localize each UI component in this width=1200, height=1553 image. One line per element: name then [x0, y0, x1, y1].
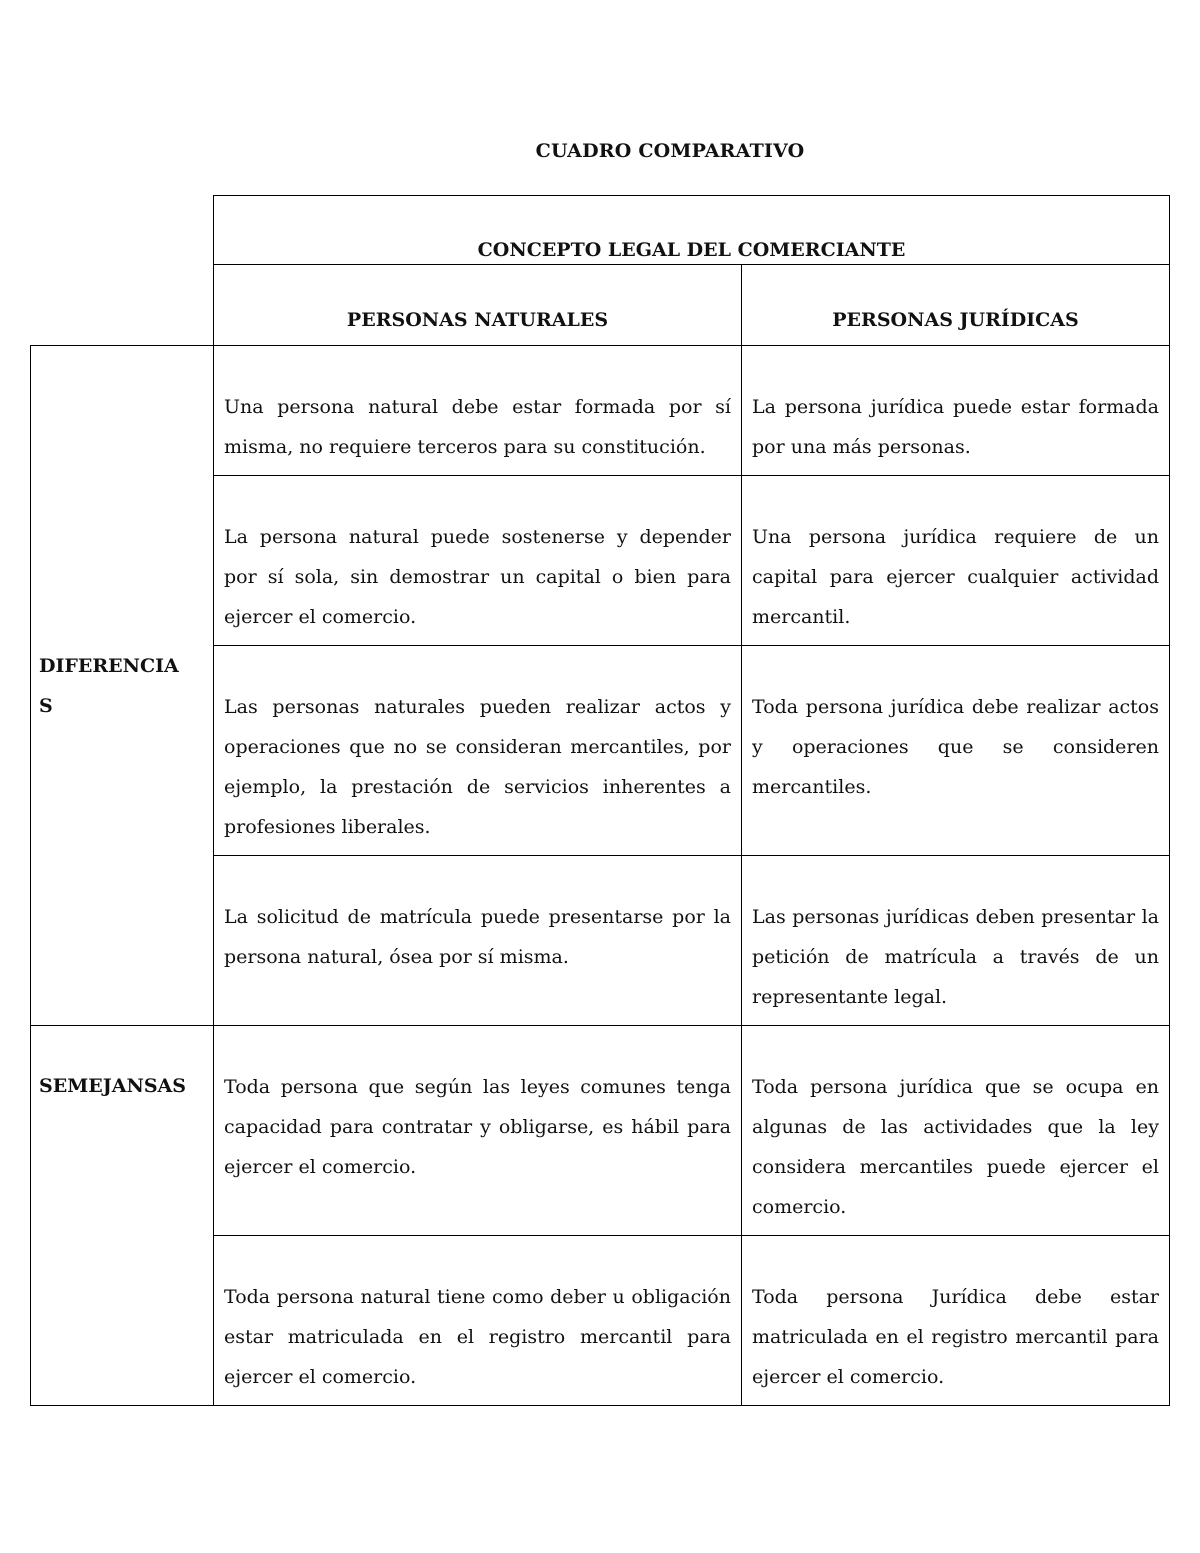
cell-naturales: La solicitud de matrícula puede presentarse por la persona natural, ósea por sí misma.	[214, 856, 742, 1026]
cell-naturales: Una persona natural debe estar formada por sí misma, no requiere terceros para su constitución.	[214, 346, 742, 476]
column-header-juridicas	[742, 265, 1170, 346]
column-header-naturales-text: PERSONAS NATURALES	[346, 309, 609, 331]
row-label-semejansas: SEMEJANSAS	[31, 1026, 214, 1406]
empty-corner-cell	[31, 265, 214, 346]
empty-corner-cell	[31, 196, 214, 265]
cell-naturales: Toda persona natural tiene como deber u obligación estar matriculada en el registro mercantil para ejercer el comercio.	[214, 1236, 742, 1406]
column-header-juridicas-text: PERSONAS JURÍDICAS	[832, 309, 1079, 331]
table-row	[31, 346, 1170, 476]
cell-juridicas: Toda persona jurídica que se ocupa en algunas de las actividades que la ley considera mercantiles puede ejercer el comercio.	[742, 1026, 1170, 1236]
cell-naturales: Toda persona que según las leyes comunes tenga capacidad para contratar y obligarse, es hábil para ejercer el comercio.	[214, 1026, 742, 1236]
main-header	[214, 196, 1170, 265]
row-label-diferencias	[31, 346, 214, 1026]
cell-naturales: Las personas naturales pueden realizar actos y operaciones que no se consideran mercantiles, por ejemplo, la prestación de servicios inherentes a profesiones liberales.	[214, 646, 742, 856]
cell-juridicas: La persona jurídica puede estar formada por una más personas.	[742, 346, 1170, 476]
cell-juridicas: Una persona jurídica requiere de un capital para ejercer cualquier actividad mercantil.	[742, 476, 1170, 646]
cell-juridicas: Toda persona Jurídica debe estar matriculada en el registro mercantil para ejercer el comercio.	[742, 1236, 1170, 1406]
main-header-text: CONCEPTO LEGAL DEL COMERCIANTE	[477, 239, 906, 261]
cell-juridicas: Toda persona jurídica debe realizar actos y operaciones que se consideren mercantiles.	[742, 646, 1170, 856]
row-label-diferencias-text: DIFERENCIAS	[39, 654, 179, 717]
cell-juridicas: Las personas jurídicas deben presentar la petición de matrícula a través de un representante legal.	[742, 856, 1170, 1026]
table-row	[31, 1026, 1170, 1236]
document-title: CUADRO COMPARATIVO	[535, 140, 805, 162]
cell-naturales: La persona natural puede sostenerse y depender por sí sola, sin demostrar un capital o bien para ejercer el comercio.	[214, 476, 742, 646]
comparison-table	[30, 195, 1170, 1406]
column-header-naturales	[214, 265, 742, 346]
